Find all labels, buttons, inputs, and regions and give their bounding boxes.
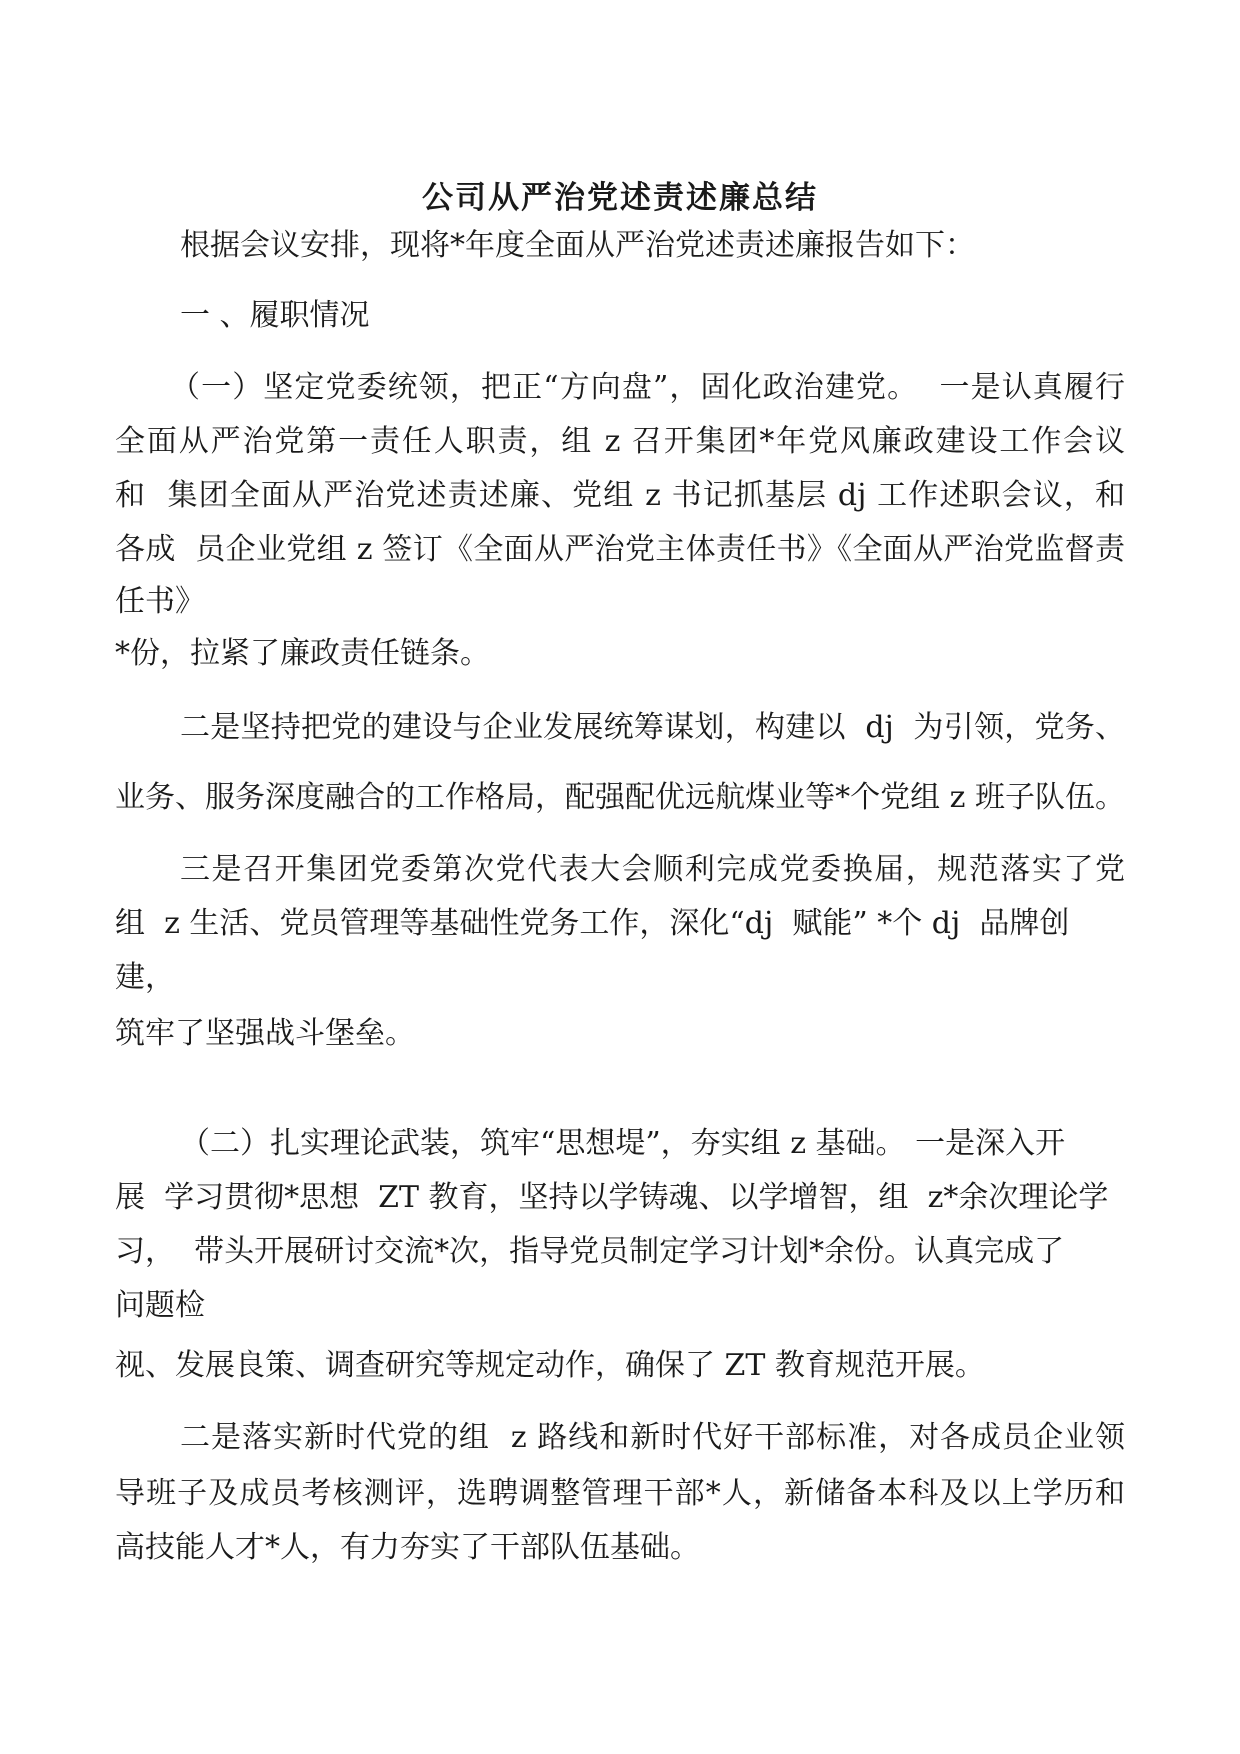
document-title: 公司从严治党述责述廉总结 xyxy=(422,180,818,216)
paragraph-line: 业务、服务深度融合的工作格局，配强配优远航煤业等*个党组 z 班子队伍。 xyxy=(115,780,1125,815)
paragraph-line: *份，拉紧了廉政责任链条。 xyxy=(115,636,490,671)
paragraph-line: 视、发展良策、调查研究等规定动作，确保了 ZT 教育规范开展。 xyxy=(115,1348,985,1383)
paragraph-line: （二）扎实理论武装，筑牢“思想堤”，夯实组 z 基础。 一是深入开 xyxy=(180,1126,1066,1161)
paragraph-line: 组 z 生活、党员管理等基础性党务工作，深化“dj 赋能” *个 dj 品牌创 xyxy=(115,906,1070,941)
paragraph-line: 高技能人才*人，有力夯实了干部队伍基础。 xyxy=(115,1530,700,1565)
paragraph-line: 导班子及成员考核测评，选聘调整管理干部*人，新储备本科及以上学历和 xyxy=(115,1476,1125,1511)
section-heading: 一 、履职情况 xyxy=(180,298,370,333)
paragraph-line: 二是坚持把党的建设与企业发展统筹谋划，构建以 dj 为引领，党务、 xyxy=(180,710,1125,745)
paragraph-line: 任书》 xyxy=(115,584,205,619)
paragraph-line: 习， 带头开展研讨交流*次，指导党员制定学习计划*余份。认真完成了 xyxy=(115,1234,1065,1269)
paragraph-line: （一）坚定党委统领，把正“方向盘”，固化政治建党。 一是认真履行 xyxy=(170,370,1125,405)
intro-paragraph: 根据会议安排，现将*年度全面从严治党述责述廉报告如下： xyxy=(180,228,975,263)
paragraph-line: 建， xyxy=(115,960,175,995)
paragraph-line: 筑牢了坚强战斗堡垒。 xyxy=(115,1016,415,1051)
paragraph-line: 三是召开集团党委第次党代表大会顺利完成党委换届，规范落实了党 xyxy=(180,852,1125,887)
paragraph-line: 展 学习贯彻*思想 ZT 教育，坚持以学铸魂、以学增智，组 z*余次理论学 xyxy=(115,1180,1109,1215)
paragraph-line: 各成 员企业党组 z 签订《全面从严治党主体责任书》《全面从严治党监督责 xyxy=(115,532,1125,567)
paragraph-line: 和 集团全面从严治党述责述廉、党组 z 书记抓基层 dj 工作述职会议，和 xyxy=(115,478,1125,513)
paragraph-line: 问题检 xyxy=(115,1288,205,1323)
paragraph-line: 全面从严治党第一责任人职责，组 z 召开集团*年党风廉政建设工作会议 xyxy=(115,424,1125,459)
paragraph-line: 二是落实新时代党的组 z 路线和新时代好干部标准，对各成员企业领 xyxy=(180,1420,1125,1455)
